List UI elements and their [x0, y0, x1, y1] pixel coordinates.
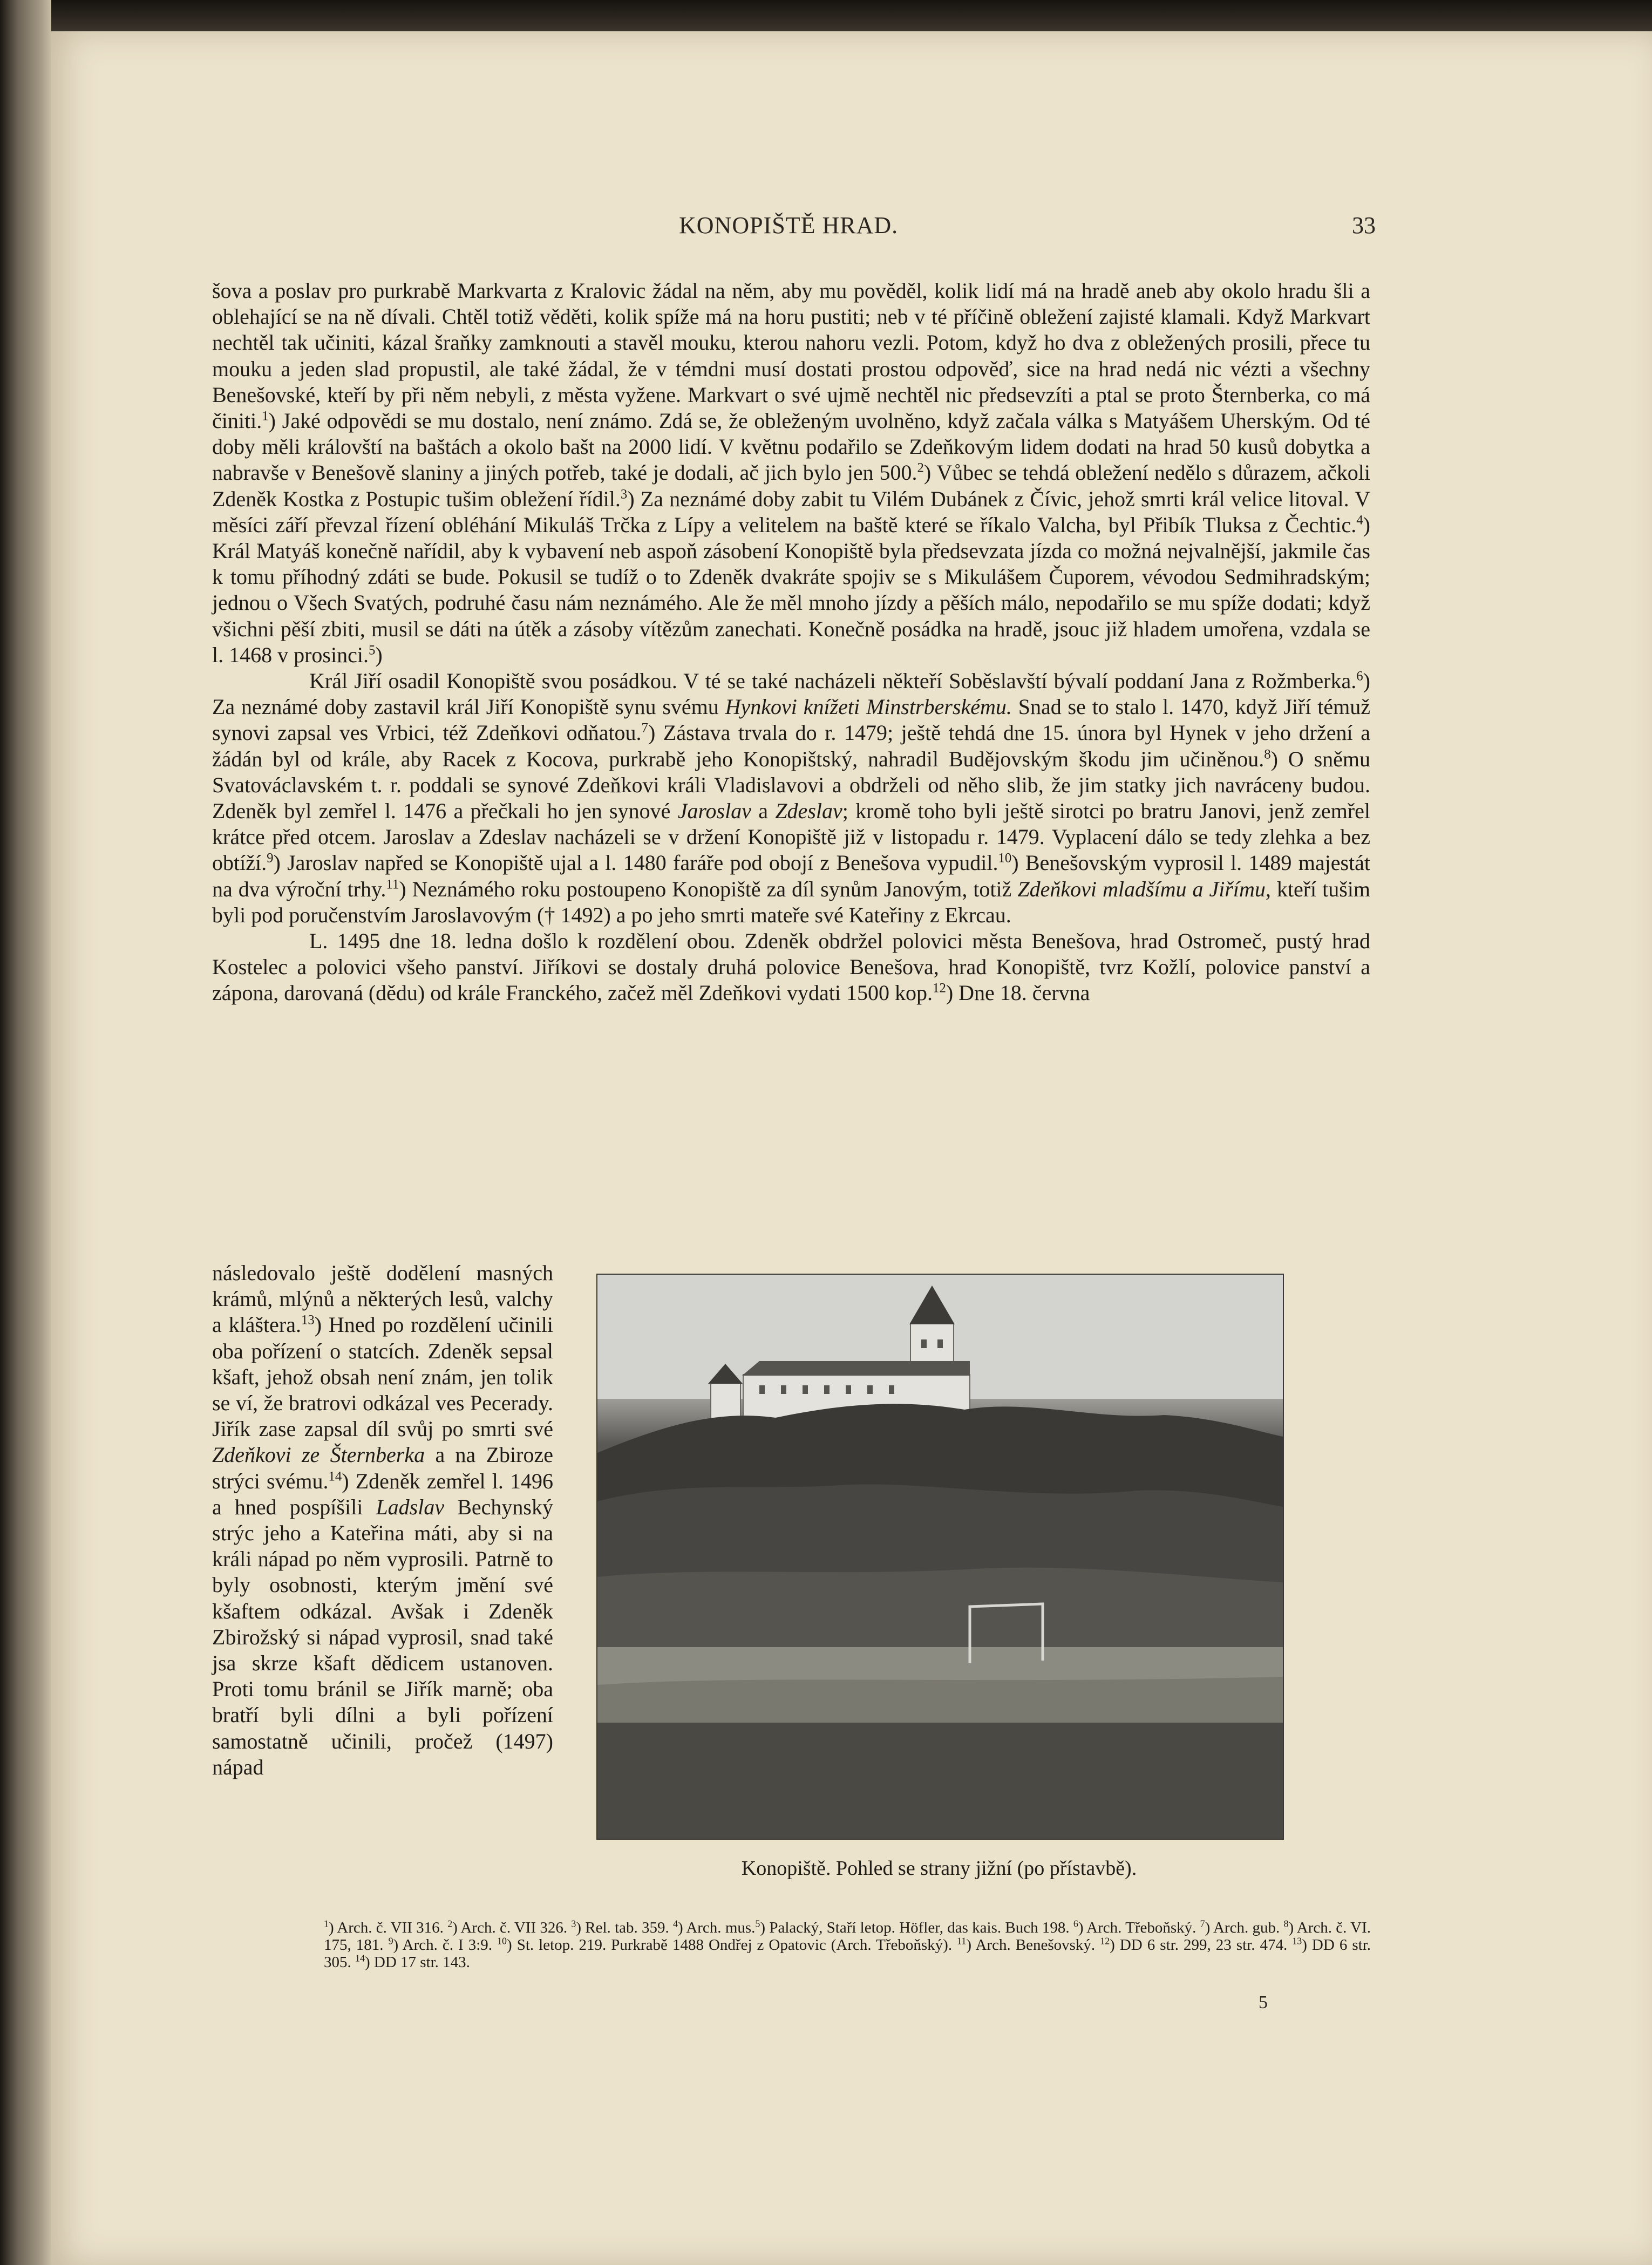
castle-photograph	[596, 1274, 1284, 1840]
paragraph-2: Král Jiří osadil Konopiště svou posádkou. V té se také nacházeli někteří Soběslavští bývalí poddaní Jana z Rožmberka.$^6$) Za neznámé doby zastavil král Jiří Konopiště synu svému Hynkovi knížeti Minstrberskému. Snad se to stalo l. 1470, když Jiří témuž synovi zapsal ves Vrbici, též Zdeňkovi odňatou.$^7$) Zástava trvala do r. 1479; ještě tehdá dne 15. února byl Hynek v jeho držení a žádán byl od krále, aby Racek z Kocova, purkrabě jeho Konopištský, nahradil Budějovským škodu jim učiněnou.$^8$) O sněmu Svatováclavském t. r. poddali se synové Zdeňkovi králi Vladislavovi a obdrželi od něho slib, že jim statky jich navráceny budou. Zdeněk byl zemřel l. 1476 a přečkali ho jen synové Jaroslav a Zdeslav; kromě toho byli ještě sirotci po bratru Janovi, jenž zemřel krátce před otcem. Jaroslav a Zdeslav nacházeli se v držení Konopiště již v listopadu r. 1479. Vyplacení dálo se tedy zlehka a bez obtíží.$^9$) Jaroslav napřed se Konopiště ujal a l. 1480 faráře pod obojí z Benešova vypudil.$^{10}$) Benešovským vyprosil l. 1489 majestát na dva výroční trhy.$^{11}$) Neznámého roku postoupeno Konopiště za díl synům Janovým, totiž Zdeňkovi mladšímu a Jiřímu, kteří tušim byli pod poručenstvím Jaroslavovým († 1492) a po jeho smrti mateře své Kateřiny z Ekrcau.	[212, 669, 1371, 927]
scan-border-left	[0, 0, 51, 2265]
castle-photo-illustration	[597, 1275, 1283, 1839]
scan-border-top	[0, 0, 1652, 31]
main-text	[212, 278, 1370, 1006]
signature-mark: 5	[1259, 1992, 1268, 2012]
page-number: 33	[1352, 212, 1376, 239]
side-column-text: následovalo ještě dodělení masných krámů, mlýnů a některých lesů, valchy a kláštera.$^{13}$) Hned po rozdělení učinili oba pořízení o statcích. Zdeněk sepsal kšaft, jehož obsah není znám, jen tolik se ví, že bratrovi odkázal ves Pecerady. Jiřík zase zapsal díl svůj po smrti své Zdeňkovi ze Šternberka a na Zbiroze strýci svému.$^{14}$) Zdeněk zemřel l. 1496 a hned pospíšili Ladslav Bechynský strýc jeho a Kateřina máti, aby si na králi nápad po něm vyprosili. Patrně to byly osobnosti, kterým jmění své kšaftem odkázal. Avšak i Zdeněk Zbirožský si nápad vyprosil, snad také jsa skrze kšaft dědicem ustanoven. Proti tomu bránil se Jiřík marně; oba bratří byli dílni a byli pořízení samostatně učinili, pročež (1497) nápad	[212, 1261, 554, 1779]
running-head: KONOPIŠTĚ HRAD.	[679, 212, 899, 239]
footnotes: $^1$) Arch. č. VII 316. $^2$) Arch. č. VII 326. $^3$) Rel. tab. 359. $^4$) Arch. mus.$^5$) Palacký, Staří letop. Höfler, das kais. Buch 198. $^6$) Arch. Třeboňský. $^7$) Arch. gub. $^8$) Arch. č. VI. 175, 181. $^9$) Arch. č. I 3:9. $^{10}$) St. letop. 219. Purkrabě 1488 Ondřej z Opatovic (Arch. Třeboňský). $^{11}$) Arch. Benešovský. $^{12}$) DD 6 str. 299, 23 str. 474. $^{13}$) DD 6 str. 305. $^{14}$) DD 17 str. 143.	[324, 1918, 1371, 1971]
paragraph-1: šova a poslav pro purkrabě Markvarta z Kralovic žádal na něm, aby mu pověděl, kolik lidí má na hradě aneb aby okolo hradu šli a oblehající se na ně dívali. Chtěl totiž věděti, kolik spíže má na horu pustiti; neb v té příčině obležení zajisté klamali. Když Markvart nechtěl tak učiniti, kázal šraňky zamknouti a stavěl mouku, kterou nahoru vezli. Potom, když ho dva z obležených prosili, přece tu mouku a jeden slad propustil, ale také žádal, že v témdni musí dostati prostou odpověď, sice na hrad nedá nic vézti a všechny Benešovské, kteří by při něm nebyli, z města vyžene. Markvart o své ujmě nechtěl nic předsevzíti a ptal se proto Šternberka, co má činiti.$^1$) Jaké odpovědi se mu dostalo, není známo. Zdá se, že obleženým uvolněno, když začala válka s Matyášem Uherským. Od té doby měli královští na baštách a okolo bašt na 2000 lidí. V květnu podařilo se Zdeňkovým lidem dodati na hrad 50 kusů dobytka a nabravše v Benešově slaniny a jiných potřeb, také je dodali, ač jich bylo jen 500.$^2$) Vůbec se tehdá obležení nedělo s důrazem, ačkoli Zdeněk Kostka z Postupic tušim obležení řídil.$^3$) Za neznámé doby zabit tu Vilém Dubánek z Čívic, jehož smrti král velice litoval. V měsíci září převzal řízení obléhání Mikuláš Trčka z Lípy a velitelem na baště které se říkalo Valcha, byl Přibík Tluksa z Čechtic.$^4$) Král Matyáš konečně nařídil, aby k vybavení neb aspoň zásobení Konopiště byla předsevzata jízda co možná nejvalnější, jakmile čas k tomu příhodný zdáti se bude. Pokusil se tudíž o to Zdeněk dvakráte spojiv se s Mikulášem Čuporem, vévodou Sedmihradským; jednou o Všech Svatých, podruhé času nám neznámého. Ale že měl mnoho jízdy a pěších málo, nepodařilo se mu spíže dodati; když všichni pěší zbiti, musil se dáti na útěk a zásoby vítězům zanechati. Konečně posádka na hradě, jsouc již hladem umořena, vzdala se l. 1468 v prosinci.$^5$)	[212, 278, 1370, 667]
figure-caption: Konopiště. Pohled se strany jižní (po přístavbě).	[741, 1857, 1137, 1880]
paragraph-3: L. 1495 dne 18. ledna došlo k rozdělení obou. Zdeněk obdržel polovici města Benešova, hrad Ostromeč, pustý hrad Kostelec a polovici všeho panství. Jiříkovi se dostaly druhá polovice Benešova, hrad Konopiště, tvrz Kožlí, polovice panství a zápona, darovaná (dědu) od krále Franckého, začež měl Zdeňkovi vydati 1500 kop.$^{12}$) Dne 18. června	[212, 929, 1370, 1005]
